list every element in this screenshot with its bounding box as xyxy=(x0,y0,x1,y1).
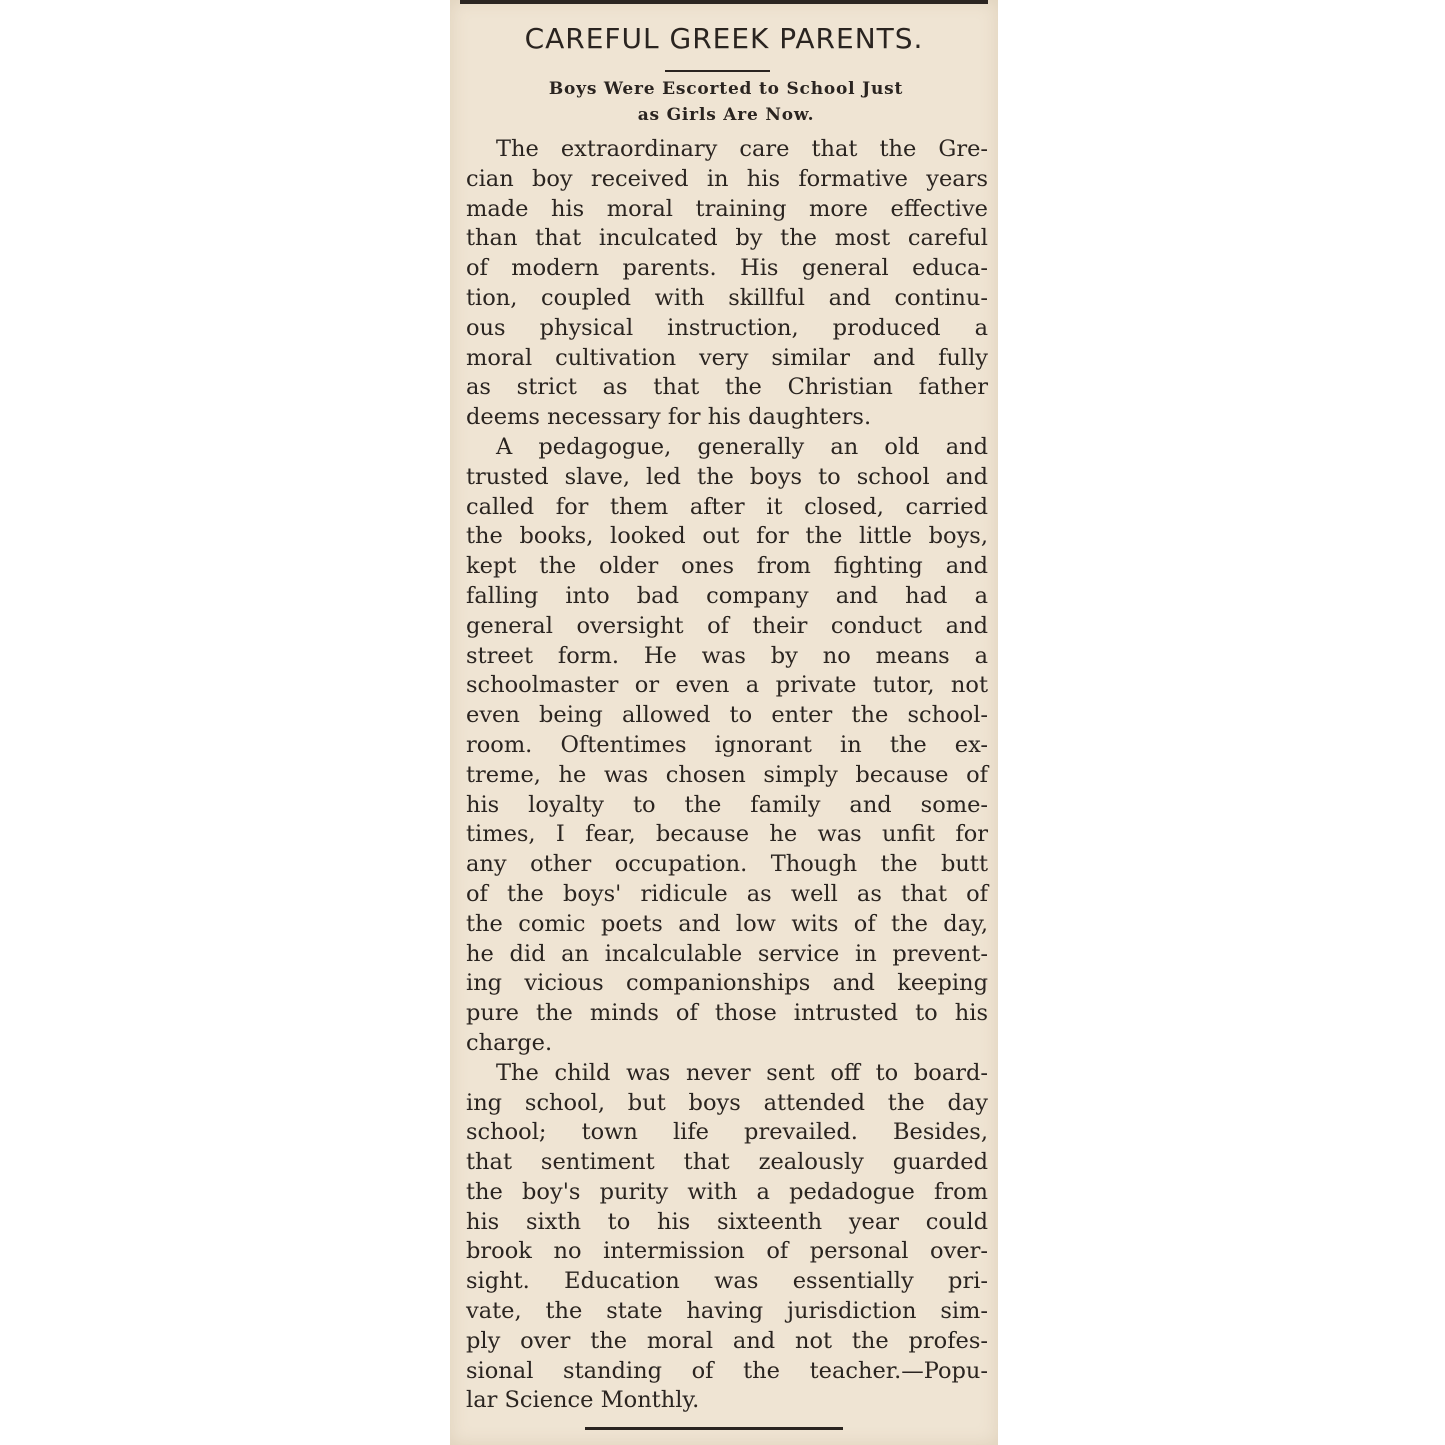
article-line: room. Oftentimes ignorant in the ex- xyxy=(466,731,988,758)
article-line: schoolmaster or even a private tutor, not xyxy=(466,672,988,699)
article-line: The extraordinary care that the Gre- xyxy=(496,136,988,162)
article-line: ply over the moral and not the profes- xyxy=(466,1327,988,1354)
article-line: he did an incalculable service in prevent- xyxy=(466,940,988,967)
article-line: as strict as that the Christian father xyxy=(466,374,988,401)
article-line: even being allowed to enter the school- xyxy=(466,702,988,729)
article-line: lar Science Monthly. xyxy=(466,1387,700,1414)
article-line: vate, the state having jurisdiction sim- xyxy=(466,1298,988,1325)
newspaper-clipping xyxy=(450,0,998,1445)
bottom-rule xyxy=(585,1427,843,1430)
article-line: ing school, but boys attended the day xyxy=(466,1089,988,1116)
article-line: charge. xyxy=(466,1029,553,1056)
article-line: street form. He was by no means a xyxy=(466,642,988,669)
article-line: trusted slave, led the boys to school and xyxy=(466,463,988,490)
headline: CAREFUL GREEK PARENTS. xyxy=(524,22,924,55)
article-line: of the boys' ridicule as well as that of xyxy=(466,880,988,907)
article-line: called for them after it closed, carried xyxy=(466,493,988,520)
article-line: the comic poets and low wits of the day, xyxy=(466,910,988,937)
article-line: brook no intermission of personal over- xyxy=(466,1238,988,1265)
article-line: times, I fear, because he was unfit for xyxy=(466,821,988,848)
subheadline-line: Boys Were Escorted to School Just xyxy=(548,79,904,99)
article-line: any other occupation. Though the butt xyxy=(466,851,988,878)
article-line: sional standing of the teacher.—Popu- xyxy=(466,1357,988,1384)
article-line: than that inculcated by the most careful xyxy=(466,225,988,252)
article-line: that sentiment that zealously guarded xyxy=(466,1149,988,1176)
article-line: deems necessary for his daughters. xyxy=(466,404,872,431)
top-rule xyxy=(460,0,988,4)
article-line: his loyalty to the family and some- xyxy=(466,791,988,818)
article-line: school; town life prevailed. Besides, xyxy=(466,1119,988,1146)
headline-divider xyxy=(665,70,770,72)
article-line: cian boy received in his formative years xyxy=(466,165,988,192)
article-line: tion, coupled with skillful and continu- xyxy=(466,284,988,311)
article-body xyxy=(466,135,988,1416)
article-line: falling into bad company and had a xyxy=(466,582,988,609)
subheadline xyxy=(464,76,988,128)
article-line: moral cultivation very similar and fully xyxy=(466,344,988,371)
article-line: treme, he was chosen simply because of xyxy=(466,761,988,788)
article-line: kept the older ones from fighting and xyxy=(466,553,988,580)
subheadline-line: as Girls Are Now. xyxy=(637,105,815,125)
article-line: the books, looked out for the little boys, xyxy=(466,523,988,550)
article-line: the boy's purity with a pedadogue from xyxy=(466,1178,988,1205)
article-line: ous physical instruction, produced a xyxy=(466,314,988,341)
article-line: of modern parents. His general educa- xyxy=(466,255,988,282)
article-line: made his moral training more effective xyxy=(466,195,988,222)
article-line: his sixth to his sixteenth year could xyxy=(466,1208,988,1235)
article-line: ing vicious companionships and keeping xyxy=(466,970,988,997)
article-line: pure the minds of those intrusted to his xyxy=(466,1000,988,1027)
article-line: A pedagogue, generally an old and xyxy=(496,433,988,460)
article-line: general oversight of their conduct and xyxy=(466,612,988,639)
article-line: sight. Education was essentially pri- xyxy=(466,1268,988,1295)
article-line: The child was never sent off to board- xyxy=(496,1059,988,1086)
